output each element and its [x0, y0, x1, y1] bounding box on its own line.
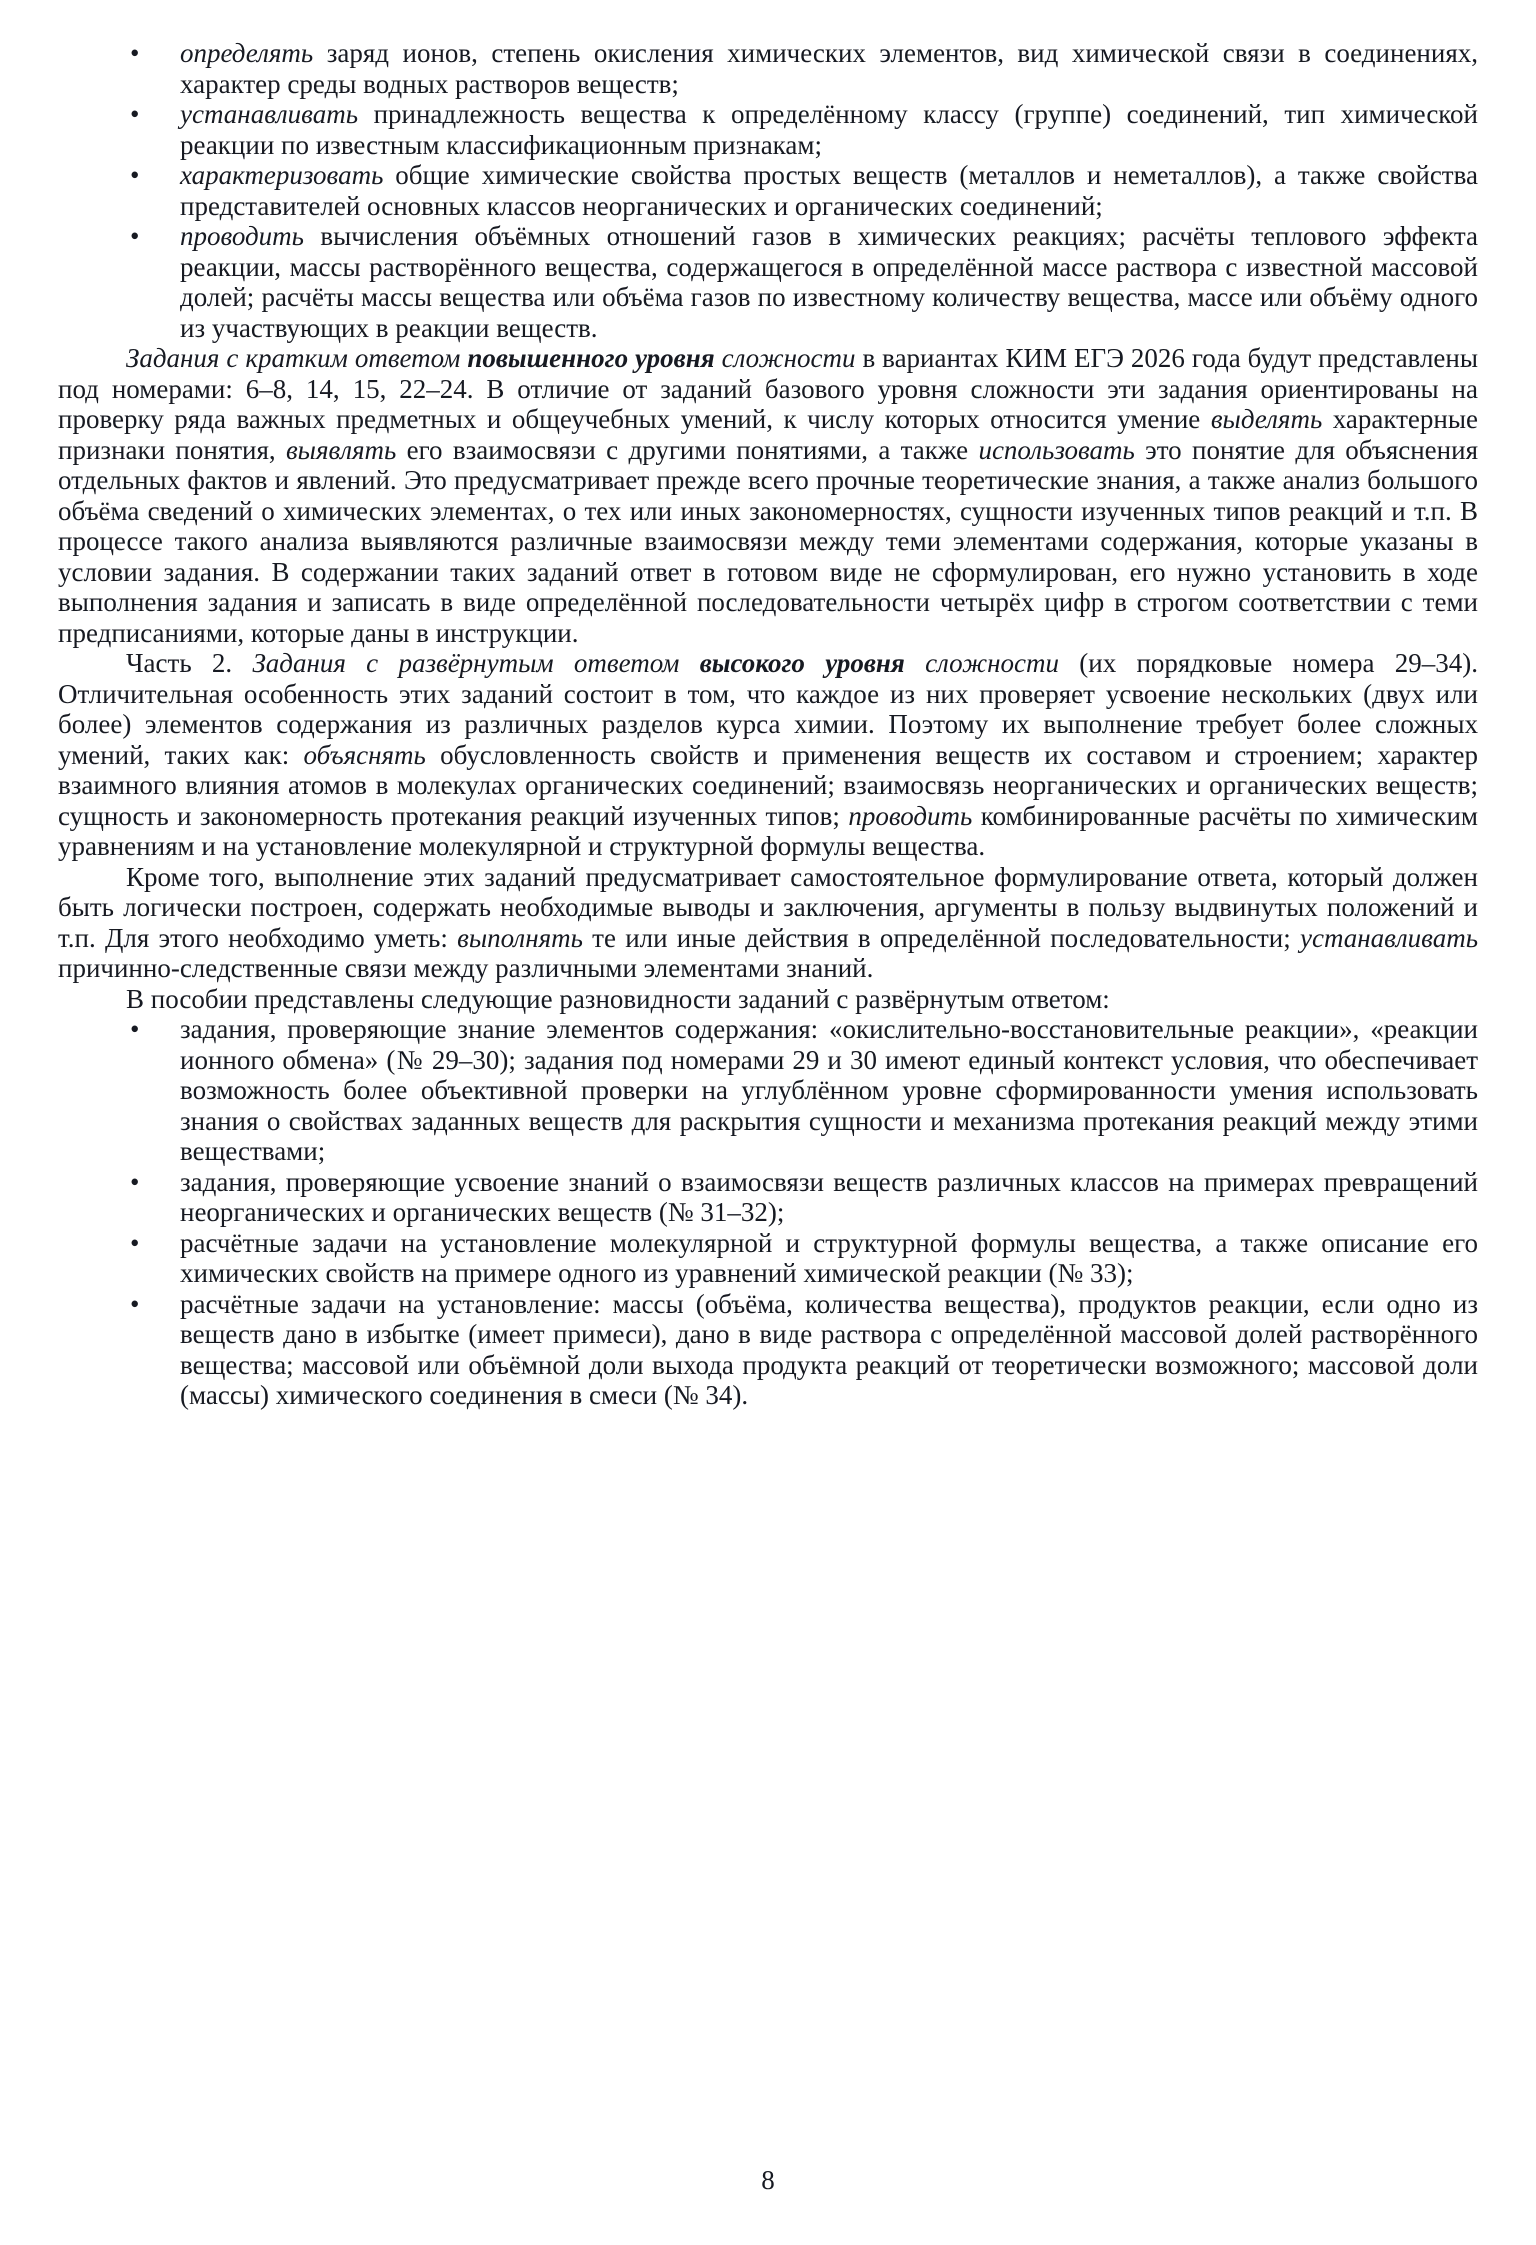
text-run: те или иные действия в определённой последовательности; — [582, 922, 1300, 953]
bullet-icon: • — [130, 99, 140, 129]
text-run: его взаимосвязи с другими понятиями, а также — [396, 434, 979, 465]
paragraph — [58, 343, 1478, 648]
text-run: расчётные задачи на установление: массы (объёма, количества вещества), продуктов реакции, если одно из веществ дано в избытке (имеет примеси), дано в виде раствора с определённой массовой долей растворённого вещества; массовой или объёмной доли выхода продукта реакций от теоретически возможного; массовой доли (массы) химического соединения в смеси (№ 34). — [180, 1288, 1478, 1410]
emphasis-text: сложности — [721, 343, 856, 373]
text-run: характерные признаки понятия, — [58, 404, 1478, 465]
text-run: в вариантах КИМ ЕГЭ 2026 года будут представлены под номерами: 6–8, 14, 15, 22–24. В отличие от заданий базового уровня сложности эти задания ориентированы на проверку ряда важных предметных и общеучебных умений, к числу которых относится умение — [58, 343, 1478, 434]
text-run: (их порядковые номера 29–34). Отличительная особенность этих заданий состоит в том, что каждое из них проверяет усвоение нескольких (двух или более) элементов содержания из различных разделов курса химии. Поэтому их выполнение требует более сложных умений, таких как: — [58, 648, 1478, 770]
emphasis-text: характеризовать — [180, 160, 384, 190]
emphasis-text: определять — [180, 38, 314, 68]
bullet-item — [58, 1167, 1478, 1228]
emphasis-text: устанавливать — [180, 99, 359, 129]
bullet-icon: • — [130, 221, 140, 251]
bullet-item — [58, 160, 1478, 221]
emphasis-text: проводить — [180, 221, 304, 251]
bullet-item — [58, 1228, 1478, 1289]
text-run: причинно-следственные связи между различными элементами знаний. — [58, 953, 874, 983]
bullet-icon: • — [130, 1166, 140, 1197]
emphasis-text: объяснять — [303, 739, 426, 770]
text-run: принадлежность вещества к определённому классу (группе) соединений, тип химической реакции по известным классификационным признакам; — [180, 99, 1478, 160]
text-run: Часть 2. — [126, 648, 253, 678]
emphasis-text: выделять — [1210, 404, 1323, 434]
bullet-item — [58, 38, 1478, 99]
bullet-item — [58, 1289, 1478, 1411]
emphasis-text: Задания с развёрнутым ответом — [252, 648, 700, 678]
emphasis-text: выявлять — [285, 434, 397, 465]
emphasis-text: высокого уровня — [699, 648, 926, 678]
bullet-item — [58, 99, 1478, 160]
bullet-icon: • — [130, 1227, 140, 1258]
emphasis-text: использовать — [978, 434, 1135, 465]
text-run: вычисления объёмных отношений газов в химических реакциях; расчёты теплового эффекта реакции, массы растворённого вещества, содержащегося в определённой массе раствора с известной массовой долей; расчёты массы вещества или объёма газов по известному количеству вещества, массе или объёму одного из участвующих в реакции веществ. — [180, 221, 1478, 343]
bullet-icon: • — [130, 1288, 140, 1319]
text-run: задания, проверяющие усвоение знаний о взаимосвязи веществ различных классов на примерах превращений неорганических и органических веществ (№ 31–32); — [180, 1166, 1478, 1227]
paragraph — [58, 648, 1478, 862]
emphasis-text: выполнять — [457, 922, 583, 953]
text-run: общие химические свойства простых веществ (металлов и неметаллов), а также свойства представителей основных классов неорганических и органических соединений; — [180, 160, 1478, 221]
bullet-icon: • — [130, 1014, 140, 1044]
emphasis-text: повышенного уровня — [467, 343, 722, 373]
text-run: задания, проверяющие знание элементов содержания: «окислительно-восстановительные реакции», «реакции ионного обмена» (№ 29–30); задания под номерами 29 и 30 имеют единый контекст условия, что обеспечивает возможность более объективной проверки на углублённом уровне сформированности умения использовать знания о свойствах заданных веществ для раскрытия сущности и механизма протекания реакций между этими веществами; — [180, 1014, 1478, 1166]
text-run: комбинированные расчёты по химическим уравнениям и на установление молекулярной и структурной формулы вещества. — [58, 800, 1479, 861]
bullet-item — [58, 1014, 1478, 1167]
text-run: В пособии представлены следующие разновидности заданий с развёрнутым ответом: — [126, 983, 1110, 1014]
emphasis-text: устанавливать — [1299, 922, 1478, 953]
bullet-icon: • — [130, 160, 140, 190]
text-run: обусловленность свойств и применения веществ их составом и строением; характер взаимного влияния атомов в молекулах органических соединений; взаимосвязь неорганических и органических веществ; сущность и закономерность протекания реакций изученных типов; — [58, 739, 1478, 831]
bullet-item — [58, 221, 1478, 343]
emphasis-text: проводить — [848, 800, 973, 831]
text-run: Кроме того, выполнение этих заданий предусматривает самостоятельное формулирование ответа, который должен быть логически построен, содержать необходимые выводы и заключения, аргументы в пользу выдвинутых положений и т.п. Для этого необходимо уметь: — [58, 861, 1478, 953]
text-run: расчётные задачи на установление молекулярной и структурной формулы вещества, а также описание его химических свойств на примере одного из уравнений химической реакции (№ 33); — [180, 1227, 1478, 1288]
bullet-icon: • — [130, 38, 140, 68]
paragraph — [58, 984, 1478, 1015]
emphasis-text: сложности — [925, 648, 1059, 678]
emphasis-text: Задания с кратким ответом — [126, 343, 468, 373]
text-run: это понятие для объяснения отдельных фактов и явлений. Это предусматривает прежде всего прочные теоретические знания, а также анализ большого объёма сведений о химических элементах, о тех или иных закономерностях, сущности изученных типов реакций и т.п. В процессе такого анализа выявляются различные взаимосвязи между теми элементами содержания, которые указаны в условии задания. В содержании таких заданий ответ в готовом виде не сформулирован, его нужно установить в ходе выполнения задания и записать в виде определённой последовательности четырёх цифр в строгом соответствии с теми предписаниями, которые даны в инструкции. — [58, 434, 1478, 648]
paragraph — [58, 862, 1478, 984]
page-number: 8 — [761, 2164, 775, 2195]
text-run: заряд ионов, степень окисления химических элементов, вид химической связи в соединениях, характер среды водных растворов веществ; — [180, 38, 1478, 99]
